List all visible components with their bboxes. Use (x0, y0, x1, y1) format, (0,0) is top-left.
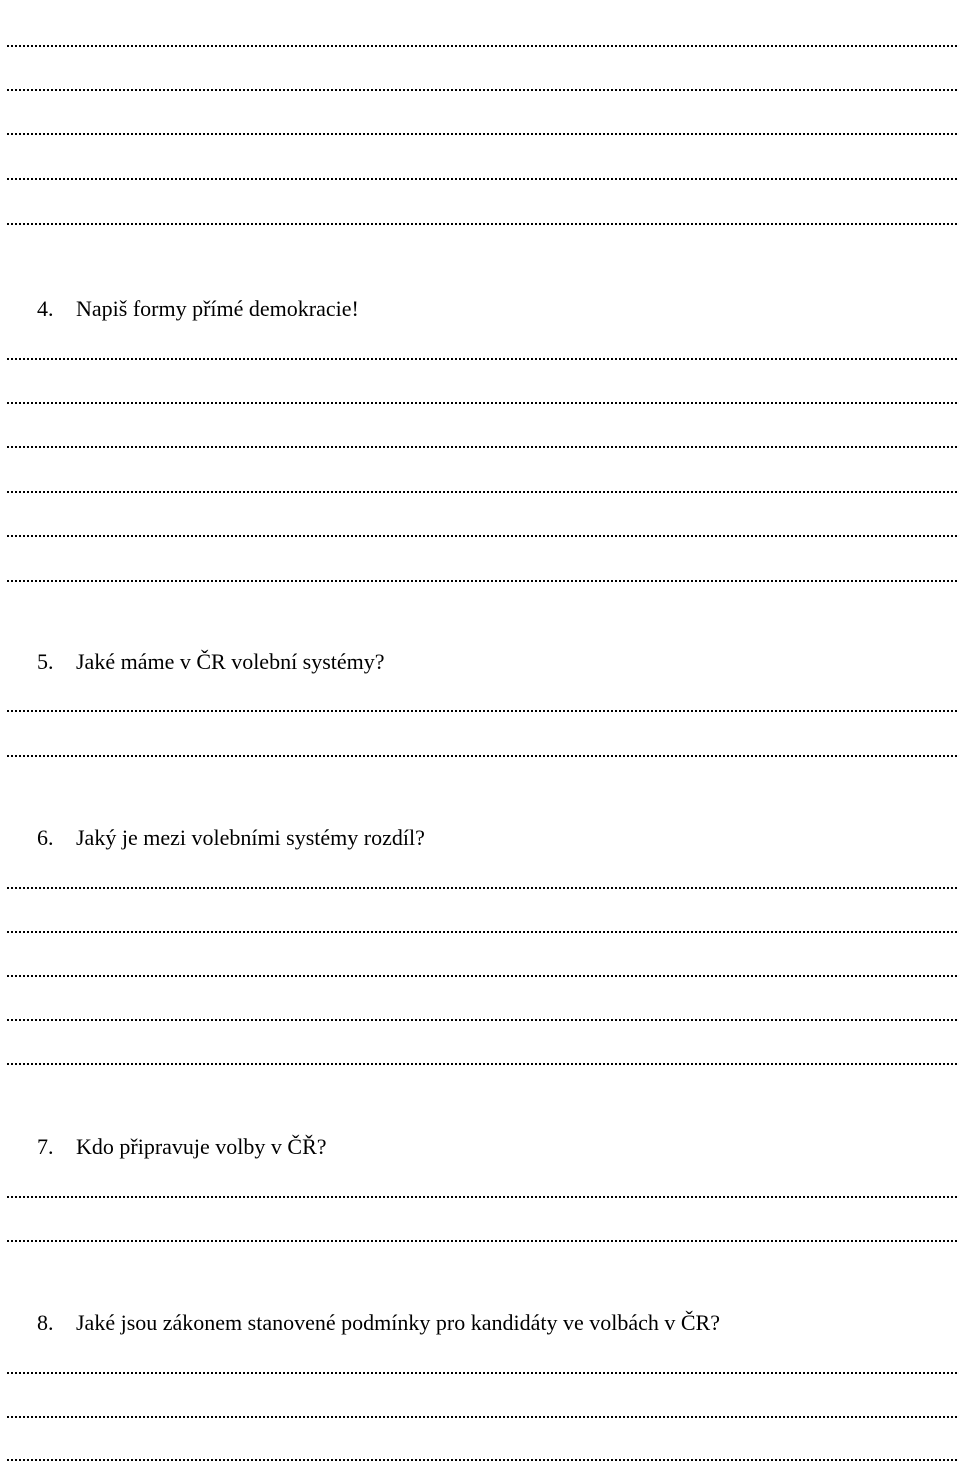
question-text: Jaké jsou zákonem stanovené podmínky pro kandidáty ve volbách v ČR? (76, 1310, 720, 1335)
question-text: Jaký je mezi volebními systémy rozdíl? (76, 825, 425, 850)
question-text: Kdo připravuje volby v ČŘ? (76, 1134, 327, 1159)
answer-line (7, 89, 957, 91)
answer-line (7, 1459, 957, 1461)
answer-line (7, 755, 957, 757)
answer-line (7, 580, 957, 582)
answer-line (7, 535, 957, 537)
answer-line (7, 931, 957, 933)
question-6 (37, 825, 425, 851)
answer-line (7, 1019, 957, 1021)
question-number: 4. (37, 296, 54, 321)
answer-line (7, 178, 957, 180)
question-text: Jaké máme v ČR volební systémy? (76, 649, 385, 674)
answer-line (7, 223, 957, 225)
answer-line (7, 1416, 957, 1418)
question-number: 7. (37, 1134, 54, 1159)
answer-line (7, 1196, 957, 1198)
question-number: 6. (37, 825, 54, 850)
question-5 (37, 649, 385, 675)
question-7 (37, 1134, 327, 1160)
answer-line (7, 975, 957, 977)
answer-line (7, 1063, 957, 1065)
answer-line (7, 887, 957, 889)
answer-line (7, 446, 957, 448)
answer-line (7, 45, 957, 47)
question-4 (37, 296, 359, 322)
answer-line (7, 402, 957, 404)
answer-line (7, 1240, 957, 1242)
question-text: Napiš formy přímé demokracie! (76, 296, 359, 321)
answer-line (7, 358, 957, 360)
answer-line (7, 710, 957, 712)
question-8 (37, 1310, 720, 1336)
answer-line (7, 1372, 957, 1374)
question-number: 8. (37, 1310, 54, 1335)
question-number: 5. (37, 649, 54, 674)
answer-line (7, 133, 957, 135)
answer-line (7, 491, 957, 493)
